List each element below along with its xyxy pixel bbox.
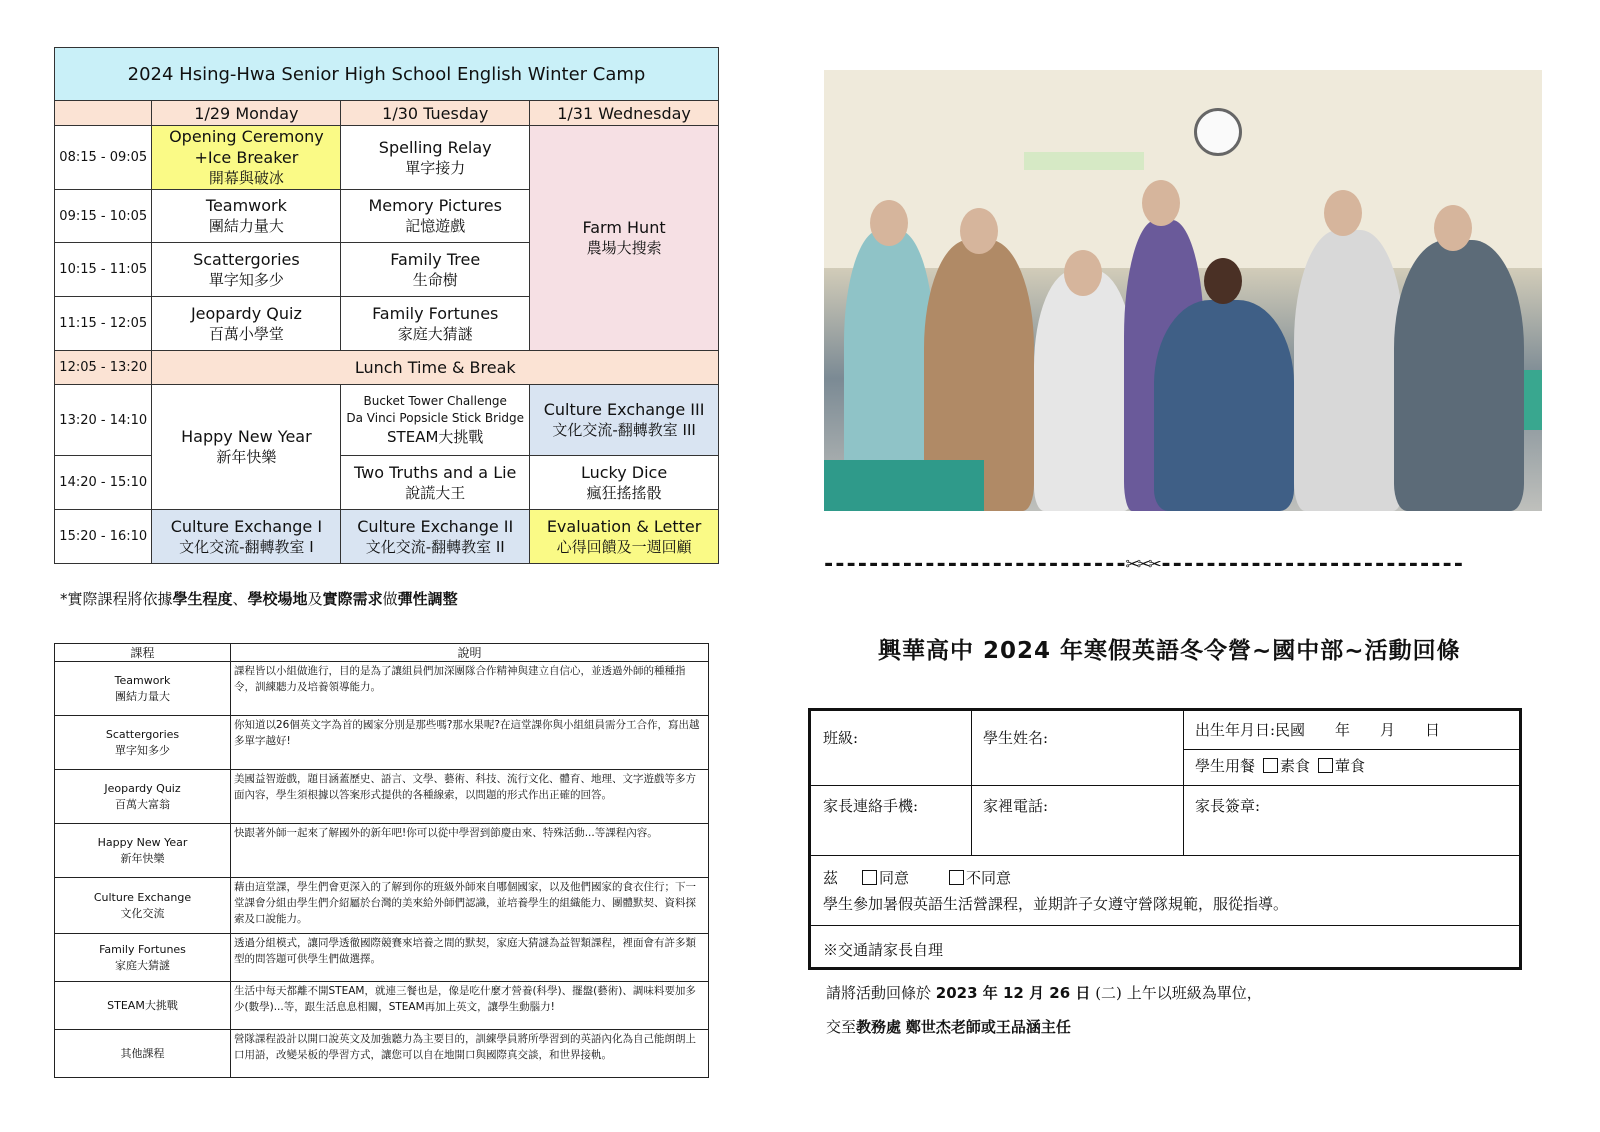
form-divider (811, 855, 1522, 856)
reply-form (808, 708, 1522, 970)
session-zh: 開幕與破冰 (208, 169, 284, 187)
session-zh: 單字接力 (405, 158, 466, 177)
session-zh: 生命樹 (412, 270, 458, 289)
deadline-date: 2023 年 12 月 26 日 (935, 984, 1091, 1002)
form-divider (811, 785, 1522, 786)
session-en: Jeopardy Quiz (190, 303, 302, 323)
course-name (55, 662, 231, 716)
course-zh: 家庭大猜謎 (115, 958, 170, 972)
schedule-table (54, 47, 719, 564)
deadline-weekday: (二) (1095, 984, 1122, 1002)
course-desc: 課程皆以小組做進行，目的是為了讓組員們加深團隊合作精神與建立自信心，並透過外師的種種指令，訓練聽力及培養領導能力。 (231, 662, 709, 716)
agree-checkbox[interactable] (862, 870, 877, 885)
session-zh: 心得回饋及一週回顧 (556, 537, 692, 556)
form-divider (971, 711, 972, 855)
description-header: 說明 (231, 644, 709, 662)
time-slot: 13:20 - 14:10 (55, 385, 152, 456)
submission-recipient (826, 1016, 1071, 1037)
lunch-break: Lunch Time & Break (152, 351, 719, 385)
session-cell (341, 456, 530, 510)
session-cell (530, 385, 719, 456)
course-desc: 透過分組模式，讓同學透徹國際競賽來培養之間的默契，家庭大猜謎為益智類課程，裡面會有許多類型的問答題可供學生們做選擇。 (231, 934, 709, 982)
session-cell (152, 126, 341, 190)
schedule-title: 2024 Hsing-Hwa Senior High School English Winter Camp (55, 48, 719, 101)
person-head (960, 208, 998, 254)
session-cell (152, 243, 341, 297)
disagree-checkbox[interactable] (949, 870, 964, 885)
person-figure (1394, 240, 1524, 511)
course-zh: 百萬大富翁 (115, 797, 170, 811)
course-desc: 營隊課程設計以開口說英文及加強聽力為主要目的，訓練學員將所學習到的英語內化為自己能朗朗上口用語，改變呆板的學習方式，讓您可以自在地開口與國際真交談，和世界接軌。 (231, 1030, 709, 1078)
time-slot: 15:20 - 16:10 (55, 510, 152, 564)
session-en: Spelling Relay (378, 137, 492, 157)
deadline-text: 上午以班級為單位， (1126, 984, 1262, 1002)
person-figure (1154, 300, 1294, 511)
submit-office: 教務處 (856, 1018, 902, 1036)
course-desc: 快跟著外師一起來了解國外的新年吧!你可以從中學習到節慶由來、特殊活動...等課程內容。 (231, 824, 709, 878)
session-en: Evaluation & Letter (546, 516, 702, 536)
course-name: 其他課程 (55, 1030, 231, 1078)
class-field[interactable]: 班級: (823, 729, 859, 747)
submit-prefix: 交至 (826, 1018, 857, 1036)
session-zh: 農場大搜索 (586, 239, 662, 257)
time-slot: 11:15 - 12:05 (55, 297, 152, 351)
person-head (1064, 250, 1102, 296)
session-en: Two Truths and a Lie (354, 462, 517, 482)
session-zh: 新年快樂 (216, 448, 277, 466)
time-slot: 08:15 - 09:05 (55, 126, 152, 190)
person-head (1142, 180, 1180, 226)
note-text: 及 (307, 590, 323, 608)
session-zh: STEAM大挑戰 (387, 427, 484, 446)
veg-label: 素食 (1280, 757, 1311, 775)
session-zh: 文化交流-翻轉教室 II (365, 537, 505, 556)
session-en: Happy New Year (181, 427, 312, 446)
course-zh: 單字知多少 (115, 743, 170, 757)
session-en: Family Fortunes (372, 303, 499, 323)
course-header: 課程 (55, 644, 231, 662)
home-phone-field[interactable]: 家裡電話: (983, 797, 1049, 815)
course-name (55, 770, 231, 824)
person-head (1434, 205, 1472, 251)
session-zh: 瘋狂搖搖骰 (586, 483, 662, 502)
consent-text: 學生參加暑假英語生活營課程，並期許子女遵守營隊規範，服從指導。 (823, 895, 1289, 913)
time-slot: 14:20 - 15:10 (55, 456, 152, 510)
meal-label: 學生用餐 (1195, 757, 1256, 775)
student-name-field[interactable]: 學生姓名: (983, 729, 1049, 747)
agree-label: 同意 (879, 869, 910, 887)
session-zh: 單字知多少 (208, 270, 284, 289)
day-header: 1/31 Wednesday (530, 101, 719, 126)
group-photo-icon (824, 70, 1542, 511)
session-cell (530, 456, 719, 510)
session-en: Bucket Tower Challenge (363, 393, 507, 408)
course-en: Culture Exchange (93, 890, 192, 904)
session-en: Culture Exchange I (170, 516, 323, 536)
form-divider (1183, 749, 1522, 750)
meal-choice (1195, 755, 1365, 776)
course-name (55, 934, 231, 982)
disagree-label: 不同意 (966, 869, 1012, 887)
session-en: Scattergories (193, 249, 300, 269)
session-cell (152, 297, 341, 351)
note-text: 、 (232, 590, 248, 608)
course-zh: 新年快樂 (120, 851, 165, 865)
session-en: Da Vinci Popsicle Stick Bridge (346, 410, 525, 425)
clock-icon (1194, 108, 1242, 156)
session-cell (341, 126, 530, 190)
desk (824, 460, 984, 511)
person-figure (1034, 270, 1134, 511)
veg-checkbox[interactable] (1263, 758, 1278, 773)
course-desc: 美國益智遊戲，題目涵蓋歷史、語言、文學、藝術、科技、流行文化、體育、地理、文字遊戲等多方面內容，學生須根據以答案形式提供的各種線索，以問題的形式作出正確的回答。 (231, 770, 709, 824)
parent-phone-field[interactable]: 家長連絡手機: (823, 797, 919, 815)
birth-date-field[interactable]: 出生年月日:民國 年 月 日 (1195, 721, 1441, 739)
session-zh: 說謊大王 (405, 483, 466, 502)
session-cell (341, 510, 530, 564)
reply-form-title: 興華高中 2024 年寒假英語冬令營~國中部~活動回條 (878, 638, 1461, 664)
course-desc: 藉由這堂課，學生們會更深入的了解到你的班級外師來自哪個國家，以及他們國家的食衣住行；下一堂課會分組由學生們介紹屬於台灣的美來給外師們認識，並培養學生的組織能力、團體默契、資料探索及口說能力。 (231, 878, 709, 934)
session-zh: 百萬小學堂 (208, 324, 284, 343)
person-head (1324, 190, 1362, 236)
note-text: *實際課程將依據 (60, 590, 173, 608)
session-cell (530, 126, 719, 351)
session-zh: 文化交流-翻轉教室 III (552, 421, 696, 439)
session-cell (341, 385, 530, 456)
time-slot: 12:05 - 13:20 (55, 351, 152, 385)
session-cell (152, 190, 341, 243)
consent-choice (823, 867, 1011, 888)
session-zh: 家庭大猜謎 (397, 324, 473, 343)
time-slot: 09:15 - 10:05 (55, 190, 152, 243)
session-en: Culture Exchange III (543, 400, 705, 419)
course-description-table (54, 643, 709, 1078)
session-en: Memory Pictures (368, 196, 502, 215)
course-en: Teamwork (114, 673, 171, 687)
form-divider (1183, 711, 1184, 855)
meat-checkbox[interactable] (1318, 758, 1333, 773)
notice-board (1024, 152, 1144, 170)
person-head (870, 200, 908, 246)
submit-people: 鄭世杰老師或王品涵主任 (905, 1018, 1071, 1036)
note-emphasis: 實際需求 (322, 590, 383, 608)
course-name (55, 716, 231, 770)
deadline-text: 請將活動回條於 (826, 984, 932, 1002)
course-zh: 文化交流 (120, 906, 165, 920)
course-name: STEAM大挑戰 (55, 982, 231, 1030)
parent-signature-field[interactable]: 家長簽章: (1195, 797, 1261, 815)
time-slot: 10:15 - 11:05 (55, 243, 152, 297)
course-name (55, 824, 231, 878)
session-zh: 團結力量大 (208, 217, 284, 235)
session-cell (530, 510, 719, 564)
note-text: 做 (382, 590, 398, 608)
course-en: Family Fortunes (99, 942, 186, 956)
course-zh: 團結力量大 (115, 689, 170, 703)
note-emphasis: 學校場地 (247, 590, 308, 608)
session-cell (152, 385, 341, 510)
consent-prefix: 茲 (823, 869, 839, 887)
course-en: Scattergories (105, 727, 180, 741)
course-en: Jeopardy Quiz (104, 781, 181, 795)
corner-cell (55, 101, 152, 126)
note-emphasis: 彈性調整 (397, 590, 458, 608)
session-cell (341, 243, 530, 297)
session-cell (341, 297, 530, 351)
schedule-note (60, 588, 458, 609)
day-header: 1/29 Monday (152, 101, 341, 126)
session-en: Lucky Dice (580, 462, 668, 482)
person-head (1204, 258, 1242, 304)
person-figure (1294, 230, 1404, 511)
course-desc: 生活中每天都離不開STEAM，就連三餐也是，像是吃什麼才營養(科學)、擺盤(藝術)、調味料要加多少(數學)...等，跟生活息息相關，STEAM再加上英文，讓學生動腦力! (231, 982, 709, 1030)
session-en: Family Tree (390, 249, 481, 269)
session-cell (341, 190, 530, 243)
transport-note: ※交通請家長自理 (823, 941, 944, 959)
session-zh: 記憶遊戲 (405, 217, 466, 235)
day-header: 1/30 Tuesday (341, 101, 530, 126)
form-divider (811, 925, 1522, 926)
meat-label: 葷食 (1335, 757, 1366, 775)
course-en: Happy New Year (97, 835, 188, 849)
note-emphasis: 學生程度 (172, 590, 233, 608)
submission-deadline (826, 982, 1262, 1003)
session-en: Farm Hunt (582, 218, 666, 237)
session-zh: 文化交流-翻轉教室 I (179, 537, 314, 556)
course-desc: 你知道以26個英文字為首的國家分別是那些嗎?那水果呢?在這堂課你與小組組員需分工合作，寫出越多單字越好! (231, 716, 709, 770)
session-en: Teamwork (205, 196, 287, 215)
session-en: Opening Ceremony +Ice Breaker (169, 127, 324, 167)
course-name (55, 878, 231, 934)
scissors-cut-line: ---------------------------✂✂✂--------------------------- (822, 552, 1463, 577)
session-en: Culture Exchange II (357, 516, 514, 536)
session-cell (152, 510, 341, 564)
